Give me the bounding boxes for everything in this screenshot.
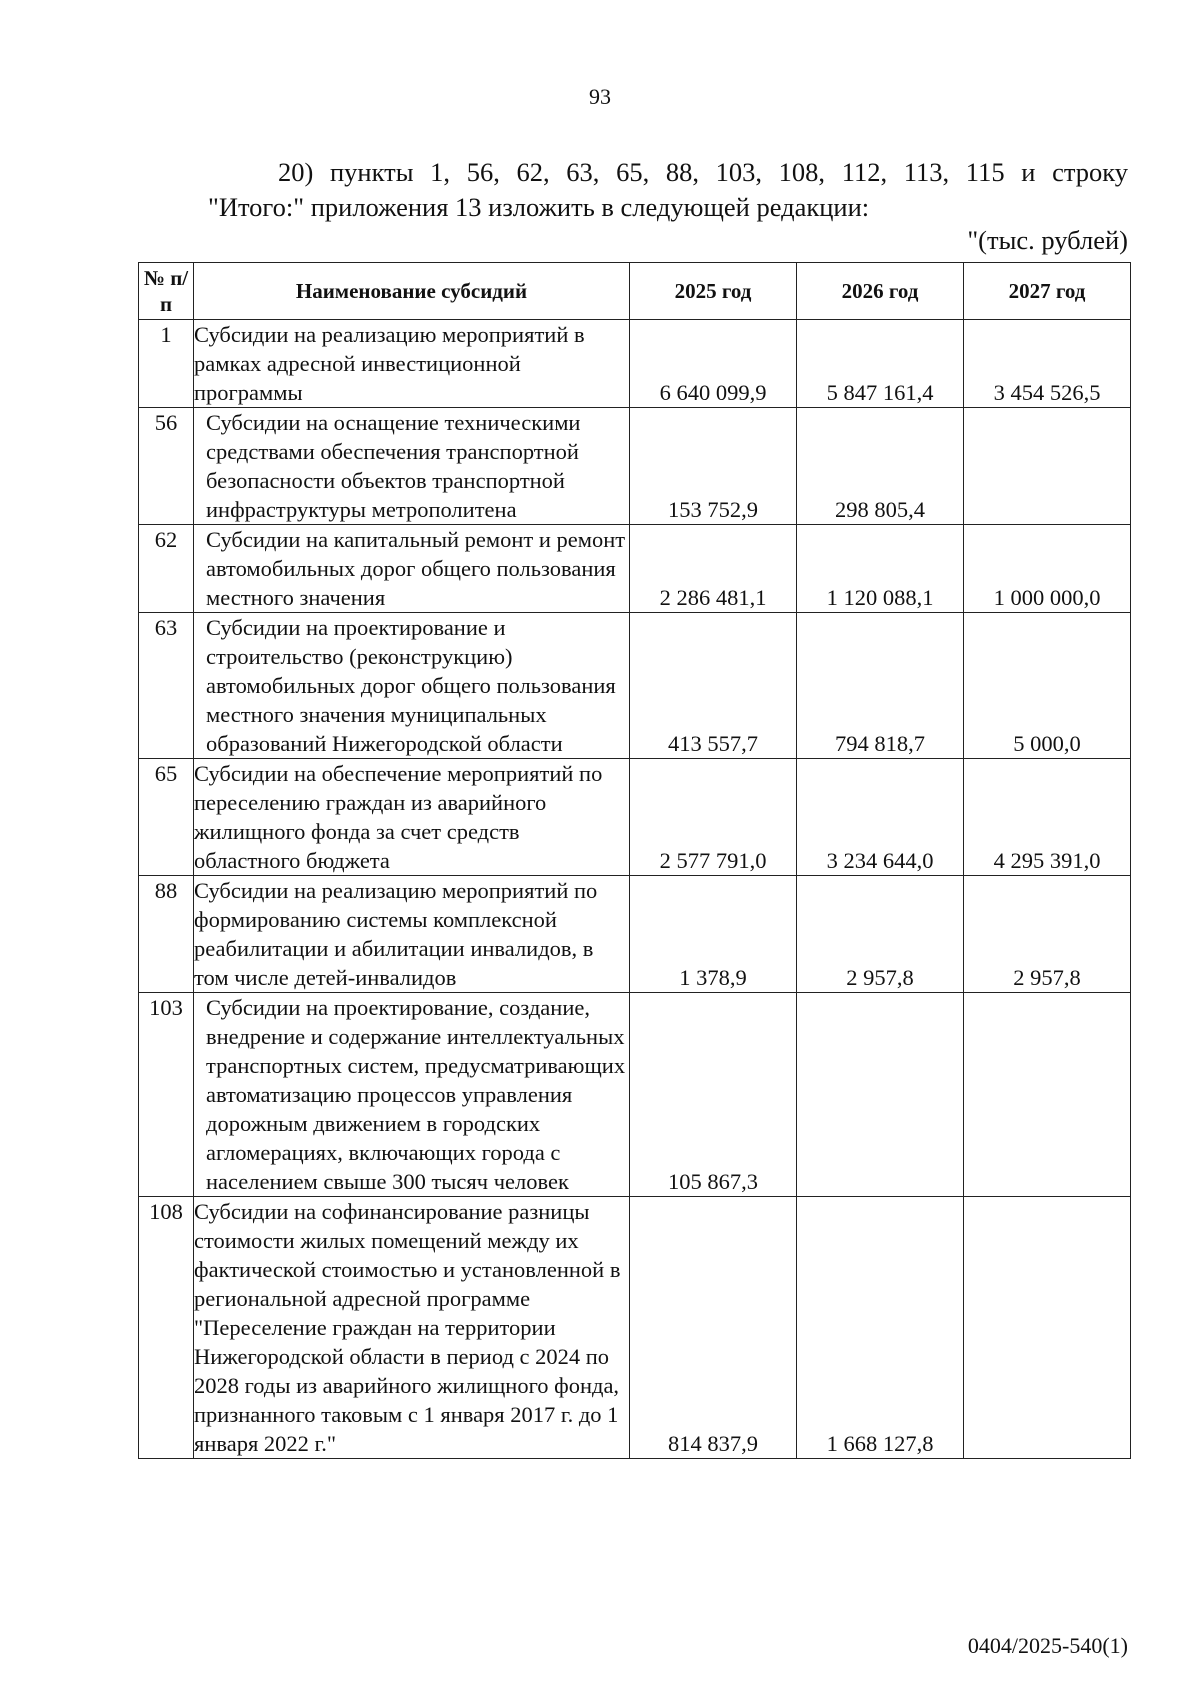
row-num: 63	[139, 613, 194, 759]
table-row	[139, 759, 1131, 876]
row-2026: 1 120 088,1	[797, 525, 964, 613]
row-2026: 794 818,7	[797, 613, 964, 759]
row-2025: 814 837,9	[630, 1197, 797, 1459]
table-row	[139, 613, 1131, 759]
row-name: Субсидии на реализацию мероприятий в рамках адресной инвестиционной программы	[194, 320, 630, 408]
intro-line-1: 20) пункты 1, 56, 62, 63, 65, 88, 103, 108, 112, 113, 115 и строку	[278, 157, 1128, 187]
row-2025: 2 577 791,0	[630, 759, 797, 876]
row-2025: 153 752,9	[630, 408, 797, 525]
row-name: Субсидии на реализацию мероприятий по формированию системы комплексной реабилитации и абилитации инвалидов, в том числе детей-инвалидов	[194, 876, 630, 993]
header-2026: 2026 год	[797, 263, 964, 320]
table-header-row	[139, 263, 1131, 320]
row-num: 88	[139, 876, 194, 993]
row-name: Субсидии на проектирование и строительство (реконструкцию) автомобильных дорог общего пользования местного значения муниципальных образований Нижегородской области	[194, 613, 630, 759]
row-2027: 2 957,8	[964, 876, 1131, 993]
intro-line-2: "Итого:" приложения 13 изложить в следующей редакции:	[208, 192, 870, 222]
subsidies-table	[138, 262, 1131, 1459]
page-number: 93	[589, 84, 611, 109]
row-name: Субсидии на проектирование, создание, внедрение и содержание интеллектуальных транспортных систем, предусматривающих автоматизацию процессов управления дорожным движением в городских агломерациях, включающих города с населением свыше 300 тысяч человек	[194, 993, 630, 1197]
table-row	[139, 525, 1131, 613]
row-num: 103	[139, 993, 194, 1197]
table-row	[139, 993, 1131, 1197]
table-row	[139, 320, 1131, 408]
row-2027: 5 000,0	[964, 613, 1131, 759]
row-2027: 3 454 526,5	[964, 320, 1131, 408]
row-2025: 413 557,7	[630, 613, 797, 759]
row-2026: 3 234 644,0	[797, 759, 964, 876]
units-label: "(тыс. рублей)	[967, 225, 1128, 255]
document-code: 0404/2025-540(1)	[967, 1633, 1128, 1658]
row-2025: 105 867,3	[630, 993, 797, 1197]
row-name: Субсидии на обеспечение мероприятий по переселению граждан из аварийного жилищного фонда за счет средств областного бюджета	[194, 759, 630, 876]
row-2025: 6 640 099,9	[630, 320, 797, 408]
header-name: Наименование субсидий	[194, 263, 630, 320]
row-num: 56	[139, 408, 194, 525]
row-num: 1	[139, 320, 194, 408]
header-2025: 2025 год	[630, 263, 797, 320]
table-row	[139, 876, 1131, 993]
row-2026	[797, 993, 964, 1197]
header-2027: 2027 год	[964, 263, 1131, 320]
header-num: № п/п	[139, 263, 194, 320]
row-num: 62	[139, 525, 194, 613]
row-2026: 2 957,8	[797, 876, 964, 993]
row-name: Субсидии на софинансирование разницы стоимости жилых помещений между их фактической стоимостью и установленной в региональной адресной программе "Переселение граждан на территории Нижегородской области в период с 2024 по 2028 годы из аварийного жилищного фонда, признанного таковым с 1 января 2017 г. до 1 января 2022 г."	[194, 1197, 630, 1459]
row-name: Субсидии на оснащение техническими средствами обеспечения транспортной безопасности объектов транспортной инфраструктуры метрополитена	[194, 408, 630, 525]
row-2027	[964, 408, 1131, 525]
row-num: 65	[139, 759, 194, 876]
row-2026: 5 847 161,4	[797, 320, 964, 408]
row-num: 108	[139, 1197, 194, 1459]
table-row	[139, 408, 1131, 525]
row-2027	[964, 1197, 1131, 1459]
row-name: Субсидии на капитальный ремонт и ремонт автомобильных дорог общего пользования местного значения	[194, 525, 630, 613]
row-2025: 1 378,9	[630, 876, 797, 993]
row-2026: 298 805,4	[797, 408, 964, 525]
row-2027	[964, 993, 1131, 1197]
intro-paragraph	[208, 155, 1128, 225]
row-2026: 1 668 127,8	[797, 1197, 964, 1459]
row-2027: 1 000 000,0	[964, 525, 1131, 613]
table-row	[139, 1197, 1131, 1459]
row-2025: 2 286 481,1	[630, 525, 797, 613]
row-2027: 4 295 391,0	[964, 759, 1131, 876]
